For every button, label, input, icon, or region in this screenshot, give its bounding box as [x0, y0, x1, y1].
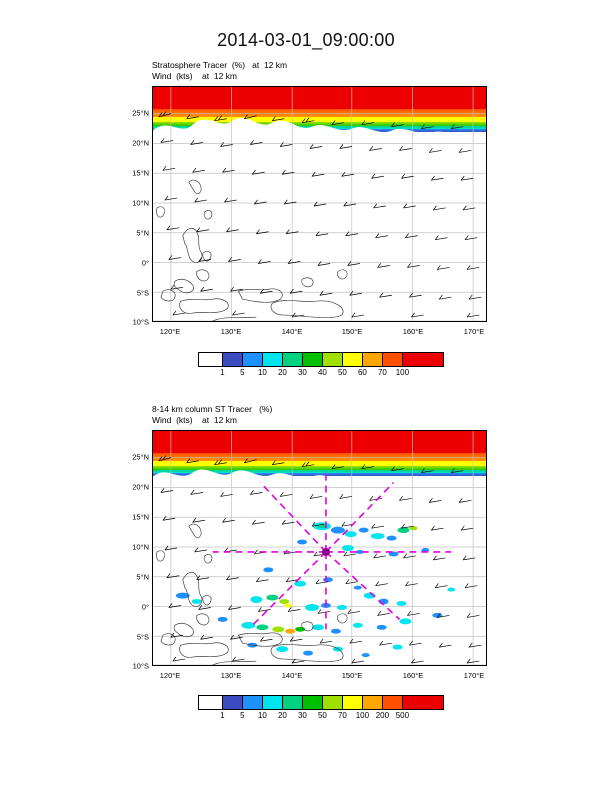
map-lower-ytick-0: 25°N	[132, 452, 149, 462]
map-upper-ytick-1: 20°N	[132, 138, 149, 148]
colorbar-lower-tick-5: 50	[317, 711, 327, 720]
panel-lower-label-line2: Wind (kts) at 12 km	[152, 415, 238, 425]
colorbar-upper-swatch-2	[243, 353, 263, 366]
colorbar-lower-swatch-1	[223, 696, 243, 709]
colorbar-upper-swatch-0	[199, 353, 223, 366]
colorbar-upper-swatch-9	[383, 353, 403, 366]
colorbar-upper-tick-3: 20	[277, 368, 287, 377]
colorbar-lower-tick-3: 20	[277, 711, 287, 720]
colorbar-lower-swatch-8	[363, 696, 383, 709]
colorbar-lower-swatch-7	[343, 696, 363, 709]
map-lower-xtick-4: 160°E	[402, 671, 424, 680]
map-lower-xtick-0: 120°E	[159, 671, 181, 680]
colorbar-upper-swatch-7	[343, 353, 363, 366]
map-upper-ytick-2: 15°N	[132, 168, 149, 178]
colorbar-upper-swatch-1	[223, 353, 243, 366]
tracer-fill-lower-edge-blue	[153, 473, 487, 476]
colorbar-upper-tick-1: 5	[240, 368, 245, 377]
colorbar-lower-swatch-5	[303, 696, 323, 709]
tracer-blobs-lower	[176, 522, 455, 657]
colorbar-lower-swatch-6	[323, 696, 343, 709]
map-upper-xtick-5: 170°E	[463, 327, 485, 336]
colorbar-lower-tick-1: 5	[240, 711, 245, 720]
map-upper-ytick-5: 0°	[141, 258, 149, 268]
map-upper-xtick-4: 160°E	[402, 327, 424, 336]
colorbar-lower-tick-8: 200	[375, 711, 390, 720]
colorbar-lower-swatch-9	[383, 696, 403, 709]
map-lower-ytick-6: 5°S	[136, 632, 149, 642]
map-lower	[152, 430, 487, 666]
colorbar-lower-swatch-2	[243, 696, 263, 709]
colorbar-lower-ticklabels	[198, 711, 442, 723]
map-upper-xtick-0: 120°E	[159, 327, 181, 336]
colorbar-upper-tick-4: 30	[297, 368, 307, 377]
colorbar-upper-swatch-8	[363, 353, 383, 366]
panel-upper-label-line1: Stratosphere Tracer (%) at 12 km	[152, 60, 288, 70]
colorbar-upper-tick-5: 40	[317, 368, 327, 377]
map-lower-ytick-3: 10°N	[132, 542, 149, 552]
colorbar-upper-tick-7: 60	[357, 368, 367, 377]
map-lower-ytick-5: 0°	[141, 602, 149, 612]
map-upper-ytick-4: 5°N	[136, 228, 149, 238]
map-lower-ytick-7: 10°S	[132, 661, 149, 671]
map-upper-xtick-3: 150°E	[341, 327, 363, 336]
map-upper-ytick-7: 10°S	[132, 317, 149, 327]
colorbar-upper-swatch-3	[263, 353, 283, 366]
map-lower-xtick-5: 170°E	[463, 671, 485, 680]
colorbar-upper-tick-6: 50	[337, 368, 347, 377]
colorbar-upper-ticklabels	[198, 368, 442, 380]
map-upper	[152, 86, 487, 322]
colorbar-upper-swatch-4	[283, 353, 303, 366]
map-lower-xtick-3: 150°E	[341, 671, 363, 680]
map-upper-xtick-2: 140°E	[281, 327, 303, 336]
colorbar-lower-tick-9: 500	[395, 711, 410, 720]
map-lower-ytick-1: 20°N	[132, 482, 149, 492]
colorbar-upper-tick-2: 10	[257, 368, 267, 377]
colorbar-upper-swatch-6	[323, 353, 343, 366]
page-title: 2014-03-01_09:00:00	[217, 30, 395, 50]
colorbar-lower-tick-7: 100	[355, 711, 370, 720]
colorbar-lower-tick-6: 70	[337, 711, 347, 720]
colorbar-lower-tick-2: 10	[257, 711, 267, 720]
map-upper-ytick-0: 25°N	[132, 108, 149, 118]
colorbar-lower-swatch-0	[199, 696, 223, 709]
colorbar-lower	[198, 695, 444, 710]
map-lower-xtick-2: 140°E	[281, 671, 303, 680]
colorbar-upper	[198, 352, 444, 367]
colorbar-lower-tick-0: 1	[220, 711, 225, 720]
colorbar-upper-tick-8: 70	[377, 368, 387, 377]
colorbar-upper-swatch-5	[303, 353, 323, 366]
colorbar-upper-tick-9: 100	[395, 368, 410, 377]
tracer-fill-upper-edge-blue	[153, 129, 487, 132]
map-lower-ytick-2: 15°N	[132, 512, 149, 522]
map-upper-ytick-3: 10°N	[132, 198, 149, 208]
map-upper-ytick-6: 5°S	[136, 288, 149, 298]
colorbar-lower-tick-4: 30	[297, 711, 307, 720]
map-upper-xtick-1: 130°E	[220, 327, 242, 336]
colorbar-lower-swatch-3	[263, 696, 283, 709]
colorbar-upper-tick-0: 1	[220, 368, 225, 377]
colorbar-lower-swatch-10	[403, 696, 443, 709]
colorbar-lower-swatch-4	[283, 696, 303, 709]
panel-lower-label-line1: 8-14 km column ST Tracer (%)	[152, 404, 273, 414]
transect-rays	[213, 473, 452, 630]
panel-upper-label-line2: Wind (kts) at 12 km	[152, 71, 238, 81]
map-lower-xtick-1: 130°E	[220, 671, 242, 680]
colorbar-upper-swatch-10	[403, 353, 443, 366]
transect-center	[322, 548, 330, 556]
map-lower-ytick-4: 5°N	[136, 572, 149, 582]
